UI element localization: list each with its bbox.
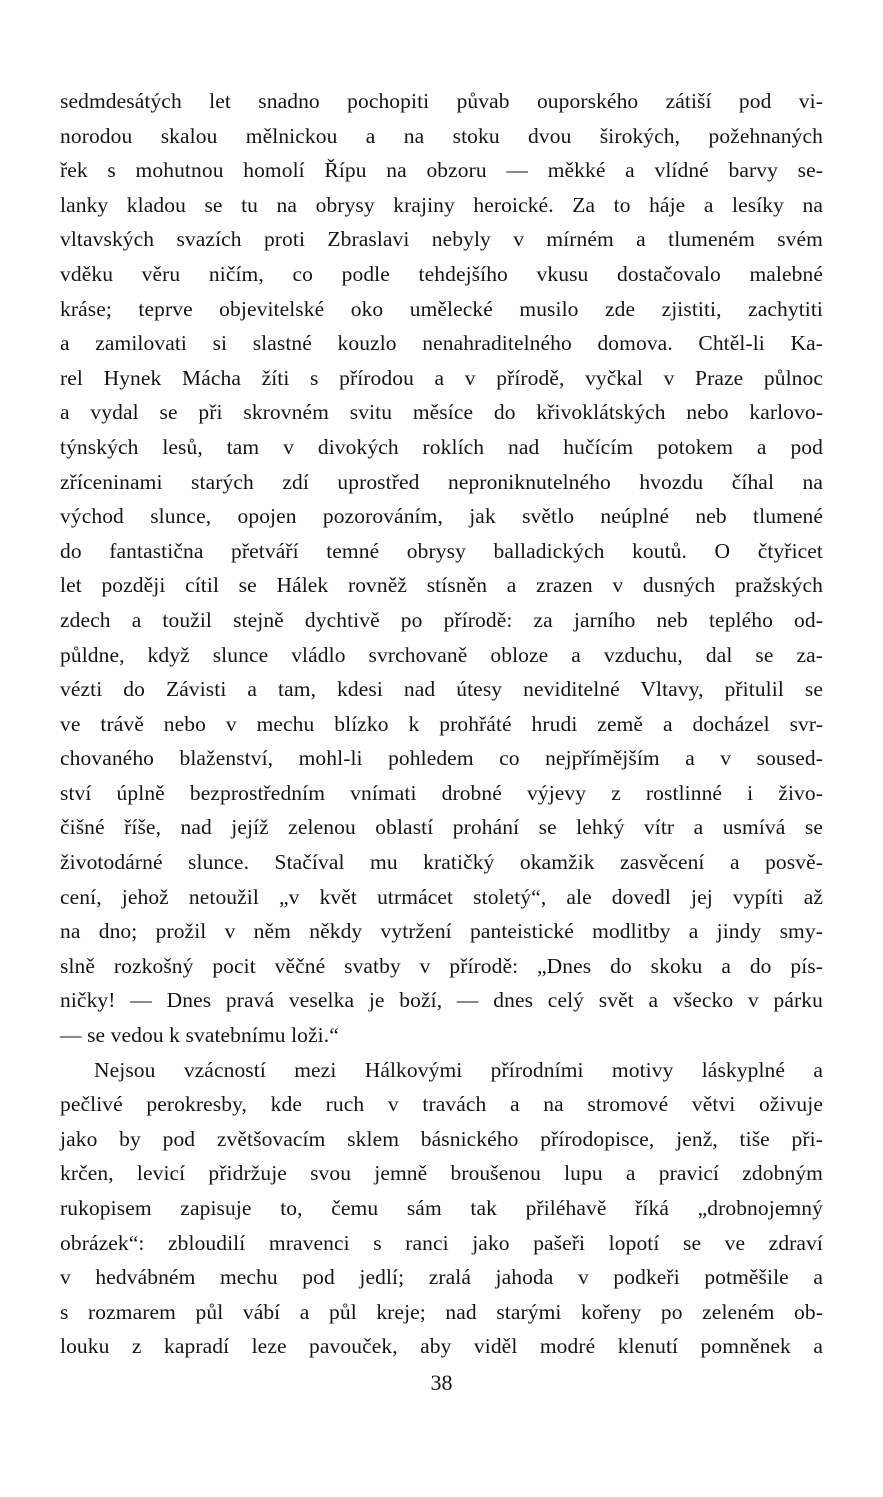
text-line: týnských lesů, tam v divokých roklích nad hučícím potokem a pod <box>60 434 823 459</box>
text-line: vděku věru ničím, co podle tehdejšího vkusu dostačovalo malebné <box>60 261 823 286</box>
text-line: zdech a toužil stejně dychtivě po přírodě: za jarního neb teplého od- <box>60 607 823 632</box>
text-line: jako by pod zvětšovacím sklem básnického přírodopisce, jenž, tiše při- <box>60 1126 823 1151</box>
text-line: chovaného blaženství, mohl-li pohledem co nejpřímějším a v soused- <box>60 746 823 771</box>
text-line: krčen, levicí přidržuje svou jemně broušenou lupu a pravicí zdobným <box>60 1161 823 1186</box>
text-line: životodárné slunce. Stačíval mu kratičký okamžik zasvěcení a posvě- <box>60 850 823 875</box>
text-line: let později cítil se Hálek rovněž stísněn a zrazen v dusných pražských <box>60 573 823 598</box>
text-line: ství úplně bezprostředním vnímati drobné výjevy z rostlinné i živo- <box>60 780 823 805</box>
text-line: vltavských svazích proti Zbraslavi nebyly v mírném a tlumeném svém <box>60 227 823 252</box>
text-line: norodou skalou mělnickou a na stoku dvou širokých, požehnaných <box>60 123 823 148</box>
text-line: a vydal se při skrovném svitu měsíce do křivoklátských nebo karlovo- <box>60 400 823 425</box>
text-line: půldne, když slunce vládlo svrchovaně obloze a vzduchu, dal se za- <box>60 642 823 667</box>
text-line: — se vedou k svatebnímu loži.“ <box>60 1023 339 1048</box>
text-line: sedmdesátých let snadno pochopiti půvab ouporského zátiší pod vi- <box>60 89 823 113</box>
text-line: vézti do Závisti a tam, kdesi nad útesy neviditelné Vltavy, přitulil se <box>60 677 823 702</box>
text-line: řek s mohutnou homolí Řípu na obzoru — měkké a vlídné barvy se- <box>60 158 823 183</box>
text-line: kráse; teprve objevitelské oko umělecké musilo zde zjistiti, zachytiti <box>60 296 823 321</box>
text-line: pečlivé perokresby, kde ruch v travách a na stromové větvi oživuje <box>60 1092 823 1117</box>
text-line: čišné říše, nad jejíž zelenou oblastí prohání se lehký vítr a usmívá se <box>60 815 823 840</box>
text-line: rukopisem zapisuje to, čemu sám tak přiléhavě říká „drobnojemný <box>60 1196 823 1220</box>
text-line: lanky kladou se tu na obrysy krajiny heroické. Za to háje a lesíky na <box>60 192 823 217</box>
text-line: cení, jehož netoužil „v květ utrmácet stoletý“, ale dovedl jej vypíti až <box>60 884 823 909</box>
text-line: a zamilovati si slastné kouzlo nenahraditelného domova. Chtěl-li Ka- <box>60 331 823 356</box>
text-line: ve trávě nebo v mechu blízko k prohřáté hrudi země a docházel svr- <box>60 711 823 736</box>
paragraph-1 <box>60 84 823 1053</box>
text-line: Nejsou vzácností mezi Hálkovými přírodními motivy láskyplné a <box>94 1057 823 1082</box>
paragraph-2 <box>60 1053 823 1364</box>
text-line: obrázek“: zbloudilí mravenci s ranci jako pašeři lopotí se ve zdraví <box>60 1230 823 1255</box>
text-line: s rozmarem půl vábí a půl kreje; nad starými kořeny po zeleném ob- <box>60 1299 823 1324</box>
body-text <box>60 84 823 1364</box>
text-line: louku z kapradí leze pavouček, aby viděl modré klenutí pomněnek a <box>60 1334 823 1359</box>
text-line: do fantastična přetváří temné obrysy balladických koutů. O čtyřicet <box>60 538 823 563</box>
text-line: na dno; prožil v něm někdy vytržení panteistické modlitby a jindy smy- <box>60 919 823 944</box>
text-line: východ slunce, opojen pozorováním, jak světlo neúplné neb tlumené <box>60 504 823 529</box>
text-line: ničky! — Dnes pravá veselka je boží, — dnes celý svět a všecko v párku <box>60 988 823 1013</box>
text-line: rel Hynek Mácha žíti s přírodou a v přírodě, vyčkal v Praze půlnoc <box>60 365 823 390</box>
page-number: 38 <box>430 1370 453 1395</box>
text-line: v hedvábném mechu pod jedlí; zralá jahoda v podkeři potměšile a <box>60 1265 823 1290</box>
text-line: slně rozkošný pocit věčné svatby v přírodě: „Dnes do skoku a do pís- <box>60 953 823 978</box>
text-line: zříceninami starých zdí uprostřed neproniknutelného hvozdu číhal na <box>60 469 823 494</box>
